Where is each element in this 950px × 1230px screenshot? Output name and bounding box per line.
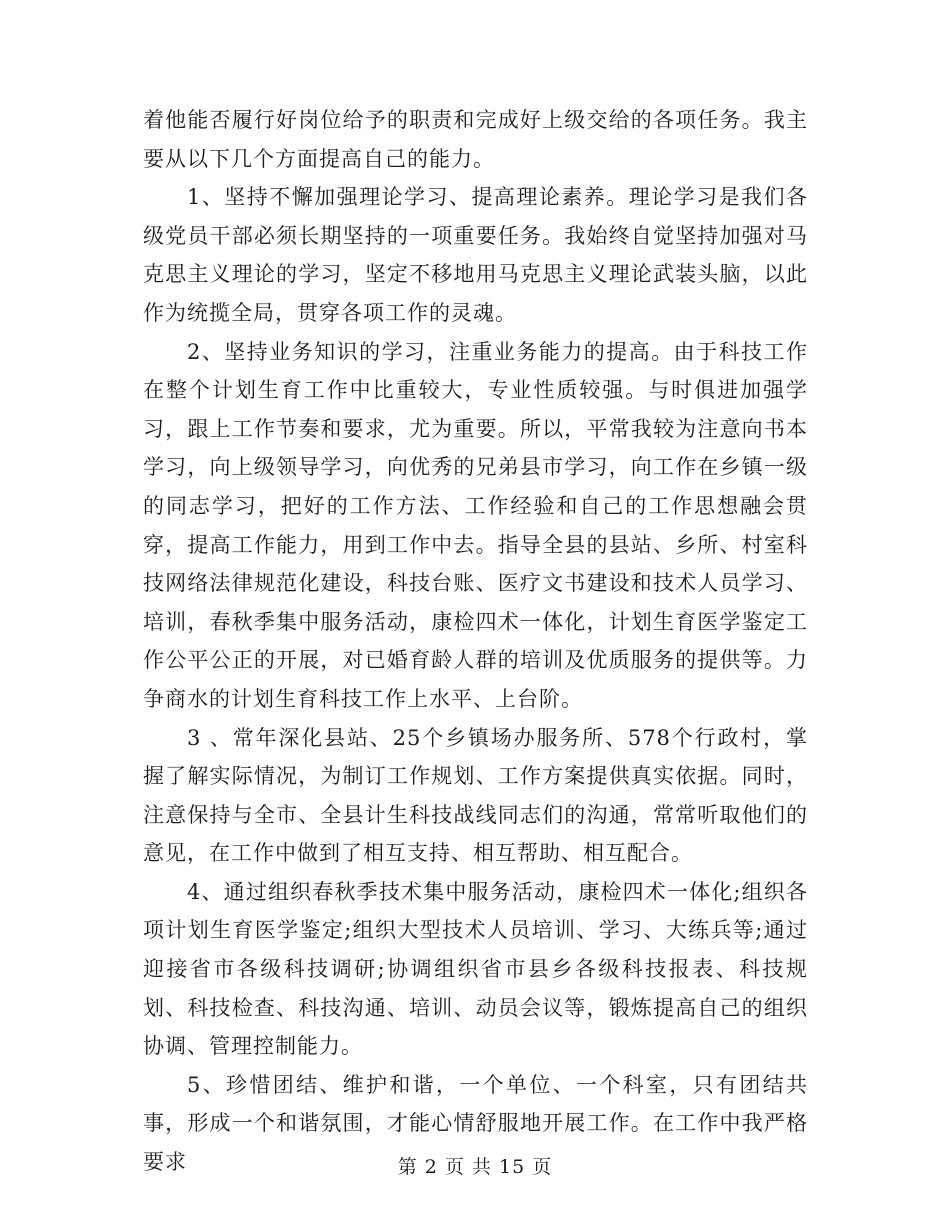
- paragraph-item-3: 3 、常年深化县站、25个乡镇场办服务所、578个行政村，掌握了解实际情况，为制订工作规划、工作方案提供真实依据。同时，注意保持与全市、全县计生科技战线同志们的沟通，常常听取他们的意见，在工作中做到了相互支持、相互帮助、相互配合。: [143, 725, 808, 866]
- paragraph-item-2: 2、坚持业务知识的学习，注重业务能力的提高。由于科技工作在整个计划生育工作中比重较大，专业性质较强。与时俱进加强学习，跟上工作节奏和要求，尤为重要。所以，平常我较为注意向书本学习，向上级领导学习，向优秀的兄弟县市学习，向工作在乡镇一级的同志学习，把好的工作方法、工作经验和自己的工作思想融会贯穿，提高工作能力，用到工作中去。指导全县的县站、乡所、村室科技网络法律规范化建设，科技台账、医疗文书建设和技术人员学习、培训，春秋季集中服务活动，康检四术一体化，计划生育医学鉴定工作公平公正的开展，对已婚育龄人群的培训及优质服务的提供等。力争商水的计划生育科技工作上水平、上台阶。: [143, 339, 808, 711]
- paragraph-item-5: 5、珍惜团结、维护和谐，一个单位、一个科室，只有团结共事，形成一个和谐氛围，才能心情舒服地开展工作。在工作中我严格要求: [143, 1072, 808, 1175]
- paragraph-continuation: 着他能否履行好岗位给予的职责和完成好上级交给的各项任务。我主要从以下几个方面提高自己的能力。: [143, 108, 808, 171]
- paragraph-item-1: 1、坚持不懈加强理论学习、提高理论素养。理论学习是我们各级党员干部必须长期坚持的一项重要任务。我始终自觉坚持加强对马克思主义理论的学习，坚定不移地用马克思主义理论武装头脑，以此作为统揽全局，贯穿各项工作的灵魂。: [143, 185, 808, 325]
- document-body: [143, 101, 808, 1182]
- page-number-footer: 第 2 页 共 15 页: [397, 1156, 553, 1178]
- paragraph-item-4: 4、通过组织春秋季技术集中服务活动，康检四术一体化;组织各项计划生育医学鉴定;组织大型技术人员培训、学习、大练兵等;通过迎接省市各级科技调研;协调组织省市县乡各级科技报表、科技规划、科技检查、科技沟通、培训、动员会议等，锻炼提高自己的组织协调、管理控制能力。: [143, 879, 808, 1059]
